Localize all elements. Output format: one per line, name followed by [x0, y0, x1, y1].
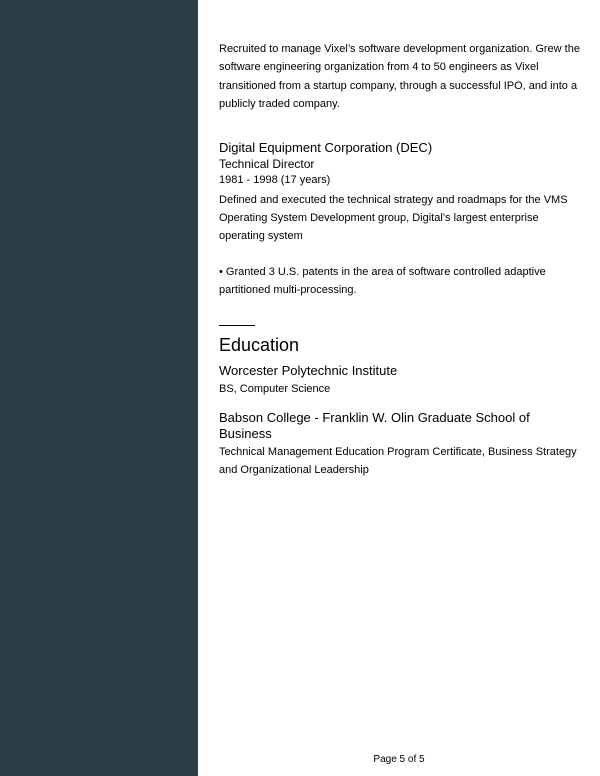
- intro-paragraph: Recruited to manage Vixel’s software development organization. Grew the software engineering organization from 4 to 50 engineers as Vixel transitioned from a startup company, through a successful IPO, and into a publicly traded company.: [219, 43, 580, 111]
- experience-bullet: • Granted 3 U.S. patents in the area of software controlled adaptive partitioned multi-processing.: [219, 265, 546, 297]
- experience-description: Defined and executed the technical strategy and roadmaps for the VMS Operating System Development group, Digital’s largest enterprise operating system: [219, 193, 568, 243]
- school-detail: BS, Computer Science: [219, 382, 331, 395]
- school-detail: Technical Management Education Program Certificate, Business Strategy and Organizational Leadership: [219, 446, 577, 477]
- experience-title: Technical Director: [219, 156, 315, 171]
- school-name: Babson College - Franklin W. Olin Graduate School of Business: [219, 410, 530, 442]
- education-heading: Education: [219, 334, 300, 355]
- main-content: [219, 40, 583, 480]
- sidebar-panel: [0, 0, 198, 776]
- experience-organization: Digital Equipment Corporation (DEC): [219, 139, 433, 155]
- experience-dates: 1981 - 1998 (17 years): [219, 173, 331, 186]
- school-name: Worcester Polytechnic Institute: [219, 362, 398, 378]
- page-footer: [0, 754, 600, 766]
- page-number: Page 5 of 5: [373, 754, 425, 765]
